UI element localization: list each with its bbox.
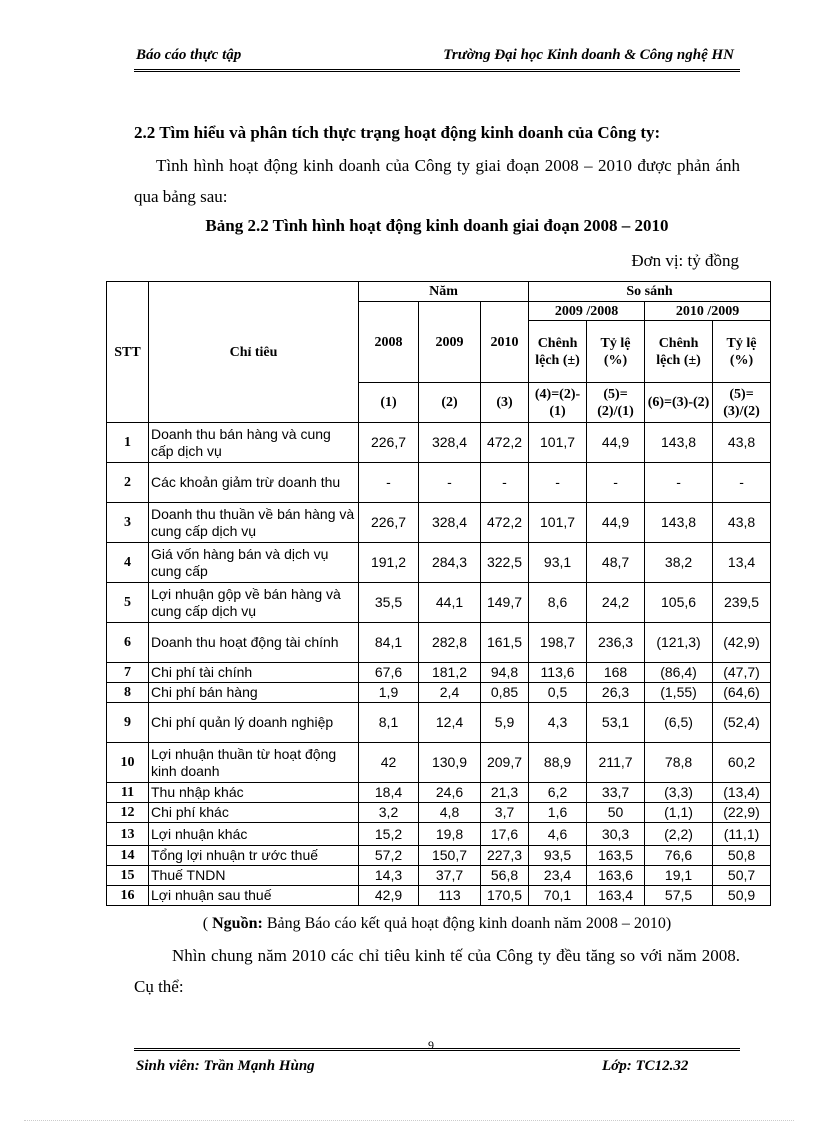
row-value: 2,4 [419, 683, 481, 703]
row-value: 93,1 [529, 543, 587, 583]
row-value: 0,85 [481, 683, 529, 703]
row-value: 143,8 [645, 503, 713, 543]
table-row [107, 663, 771, 683]
row-stt: 15 [107, 866, 149, 886]
page-footer [134, 1058, 740, 1080]
row-value: 328,4 [419, 503, 481, 543]
business-results-table [106, 281, 771, 906]
table-row [107, 583, 771, 623]
row-value: 44,9 [587, 423, 645, 463]
row-value: 18,4 [359, 783, 419, 803]
table-row [107, 543, 771, 583]
table-row [107, 803, 771, 823]
row-value: 130,9 [419, 743, 481, 783]
row-indicator: Thu nhập khác [149, 783, 359, 803]
row-value: 48,7 [587, 543, 645, 583]
row-value: 33,7 [587, 783, 645, 803]
row-value: 50,8 [713, 846, 771, 866]
footer-divider [134, 1048, 740, 1055]
row-indicator: Chi phí tài chính [149, 663, 359, 683]
row-value: 44,1 [419, 583, 481, 623]
row-indicator: Lợi nhuận sau thuế [149, 886, 359, 906]
table-row [107, 866, 771, 886]
row-value: 19,1 [645, 866, 713, 886]
row-value: 44,9 [587, 503, 645, 543]
row-value: 239,5 [713, 583, 771, 623]
row-value: 42 [359, 743, 419, 783]
row-value: 328,4 [419, 423, 481, 463]
row-value: - [713, 463, 771, 503]
header-col2: (2) [419, 383, 481, 423]
row-value: (1,55) [645, 683, 713, 703]
row-value: 35,5 [359, 583, 419, 623]
row-indicator: Thuế TNDN [149, 866, 359, 886]
header-university-name: Trường Đại học Kinh doanh & Công nghệ HN [443, 47, 734, 63]
row-value: 101,7 [529, 423, 587, 463]
row-value: 78,8 [645, 743, 713, 783]
table-row [107, 886, 771, 906]
header-col5: (5)=(2)/(1) [587, 383, 645, 423]
row-value: 42,9 [359, 886, 419, 906]
row-indicator: Doanh thu bán hàng và cung cấp dịch vụ [149, 423, 359, 463]
row-value: 70,1 [529, 886, 587, 906]
row-value: 6,2 [529, 783, 587, 803]
row-stt: 2 [107, 463, 149, 503]
row-value: 37,7 [419, 866, 481, 886]
row-value: 19,8 [419, 823, 481, 846]
row-stt: 9 [107, 703, 149, 743]
row-value: 163,6 [587, 866, 645, 886]
row-value: (3,3) [645, 783, 713, 803]
intro-paragraph: Tình hình hoạt động kinh doanh của Công ty giai đoạn 2008 – 2010 được phản ánh qua bảng sau: [134, 156, 740, 206]
row-stt: 1 [107, 423, 149, 463]
row-value: 105,6 [645, 583, 713, 623]
row-value: 8,1 [359, 703, 419, 743]
row-value: 26,3 [587, 683, 645, 703]
row-value: 3,2 [359, 803, 419, 823]
footer-class: Lớp: TC12.32 [602, 1058, 689, 1074]
header-compare-2010-2009: 2010 /2009 [645, 302, 771, 321]
footer-student-name: Sinh viên: Trần Mạnh Hùng [136, 1058, 315, 1074]
table-row [107, 463, 771, 503]
row-value: 67,6 [359, 663, 419, 683]
table-row [107, 683, 771, 703]
row-value: 38,2 [645, 543, 713, 583]
row-value: 209,7 [481, 743, 529, 783]
row-value: 84,1 [359, 623, 419, 663]
source-prefix: ( [202, 915, 213, 932]
row-value: 15,2 [359, 823, 419, 846]
row-value: 113,6 [529, 663, 587, 683]
row-indicator: Giá vốn hàng bán và dịch vụ cung cấp [149, 543, 359, 583]
header-year-group: Năm [359, 282, 529, 302]
row-value: 1,6 [529, 803, 587, 823]
header-indicator: Chỉ tiêu [149, 282, 359, 423]
row-value: 170,5 [481, 886, 529, 906]
row-value: 322,5 [481, 543, 529, 583]
table-caption: Bảng 2.2 Tình hình hoạt động kinh doanh giai đoạn 2008 – 2010 [205, 216, 669, 235]
row-indicator: Chi phí khác [149, 803, 359, 823]
row-value: 143,8 [645, 423, 713, 463]
row-value: 198,7 [529, 623, 587, 663]
row-value: 472,2 [481, 423, 529, 463]
row-indicator: Doanh thu thuần về bán hàng và cung cấp dịch vụ [149, 503, 359, 543]
header-col3: (3) [481, 383, 529, 423]
table-row [107, 783, 771, 803]
row-value: 0,5 [529, 683, 587, 703]
row-value: 181,2 [419, 663, 481, 683]
row-value: 191,2 [359, 543, 419, 583]
row-value: (42,9) [713, 623, 771, 663]
row-stt: 4 [107, 543, 149, 583]
row-value: (86,4) [645, 663, 713, 683]
row-value: - [529, 463, 587, 503]
header-report-title: Báo cáo thực tập [136, 47, 242, 63]
row-indicator: Lợi nhuận gộp về bán hàng và cung cấp dịch vụ [149, 583, 359, 623]
row-value: 5,9 [481, 703, 529, 743]
row-value: 14,3 [359, 866, 419, 886]
page-number: 9 [428, 1038, 434, 1052]
row-indicator: Lợi nhuận thuần từ hoạt động kinh doanh [149, 743, 359, 783]
conclusion-paragraph: Nhìn chung năm 2010 các chỉ tiêu kinh tế của Công ty đều tăng so với năm 2008. Cụ thể: [134, 946, 740, 996]
row-value: 50 [587, 803, 645, 823]
row-value: 88,9 [529, 743, 587, 783]
row-value: 101,7 [529, 503, 587, 543]
row-value: - [645, 463, 713, 503]
header-compare-2009-2008: 2009 /2008 [529, 302, 645, 321]
source-text: Bảng Báo cáo kết quả hoạt động kinh doanh năm 2008 – 2010) [262, 915, 672, 932]
header-2010: 2010 [481, 302, 529, 383]
table-row [107, 846, 771, 866]
row-indicator: Chi phí bán hàng [149, 683, 359, 703]
header-compare-group: So sánh [529, 282, 771, 302]
row-value: - [587, 463, 645, 503]
row-value: (52,4) [713, 703, 771, 743]
row-stt: 8 [107, 683, 149, 703]
row-indicator: Lợi nhuận khác [149, 823, 359, 846]
table-row [107, 423, 771, 463]
table-row [107, 503, 771, 543]
row-value: 24,2 [587, 583, 645, 623]
header-col1: (1) [359, 383, 419, 423]
row-value: 226,7 [359, 423, 419, 463]
header-col6: (6)=(3)-(2) [645, 383, 713, 423]
row-value: 57,5 [645, 886, 713, 906]
row-stt: 14 [107, 846, 149, 866]
table-row [107, 703, 771, 743]
row-value: 163,4 [587, 886, 645, 906]
row-value: 3,7 [481, 803, 529, 823]
row-stt: 13 [107, 823, 149, 846]
row-value: 8,6 [529, 583, 587, 623]
row-value: 149,7 [481, 583, 529, 623]
table-row [107, 623, 771, 663]
row-indicator: Doanh thu hoạt động tài chính [149, 623, 359, 663]
row-value: 21,3 [481, 783, 529, 803]
row-value: (64,6) [713, 683, 771, 703]
row-stt: 16 [107, 886, 149, 906]
row-value: - [481, 463, 529, 503]
header-stt: STT [107, 282, 149, 423]
page-bottom-divider [24, 1120, 794, 1121]
row-value: 43,8 [713, 423, 771, 463]
row-value: 57,2 [359, 846, 419, 866]
row-value: 284,3 [419, 543, 481, 583]
row-value: 53,1 [587, 703, 645, 743]
row-stt: 11 [107, 783, 149, 803]
header-ratio-1: Tỷ lệ (%) [587, 321, 645, 383]
row-value: 4,8 [419, 803, 481, 823]
row-value: 168 [587, 663, 645, 683]
row-value: 50,7 [713, 866, 771, 886]
row-value: (2,2) [645, 823, 713, 846]
row-value: 226,7 [359, 503, 419, 543]
row-indicator: Chi phí quản lý doanh nghiệp [149, 703, 359, 743]
header-2008: 2008 [359, 302, 419, 383]
table-row [107, 743, 771, 783]
row-value: 93,5 [529, 846, 587, 866]
section-title: 2.2 Tìm hiểu và phân tích thực trạng hoạt động kinh doanh của Công ty: [134, 123, 661, 142]
unit-label: Đơn vị: tỷ đồng [631, 251, 739, 270]
row-value: 50,9 [713, 886, 771, 906]
header-ratio-2: Tỷ lệ (%) [713, 321, 771, 383]
row-value: 472,2 [481, 503, 529, 543]
row-value: 4,3 [529, 703, 587, 743]
source-note [134, 915, 740, 933]
header-diff-1: Chênh lệch (±) [529, 321, 587, 383]
row-value: - [419, 463, 481, 503]
row-value: 30,3 [587, 823, 645, 846]
row-stt: 12 [107, 803, 149, 823]
row-value: 17,6 [481, 823, 529, 846]
row-value: (121,3) [645, 623, 713, 663]
row-value: 163,5 [587, 846, 645, 866]
row-value: 43,8 [713, 503, 771, 543]
row-stt: 6 [107, 623, 149, 663]
header-col4: (4)=(2)-(1) [529, 383, 587, 423]
row-value: 60,2 [713, 743, 771, 783]
row-value: 4,6 [529, 823, 587, 846]
row-value: 211,7 [587, 743, 645, 783]
row-value: 24,6 [419, 783, 481, 803]
row-value: 1,9 [359, 683, 419, 703]
row-value: 12,4 [419, 703, 481, 743]
table-row [107, 823, 771, 846]
row-value: (22,9) [713, 803, 771, 823]
source-label: Nguồn: [212, 915, 263, 932]
row-value: - [359, 463, 419, 503]
header-diff-2: Chênh lệch (±) [645, 321, 713, 383]
row-value: (11,1) [713, 823, 771, 846]
row-stt: 7 [107, 663, 149, 683]
row-value: 76,6 [645, 846, 713, 866]
row-value: 23,4 [529, 866, 587, 886]
row-stt: 10 [107, 743, 149, 783]
row-value: 282,8 [419, 623, 481, 663]
row-value: 113 [419, 886, 481, 906]
row-stt: 5 [107, 583, 149, 623]
row-value: 94,8 [481, 663, 529, 683]
row-value: 56,8 [481, 866, 529, 886]
row-value: (13,4) [713, 783, 771, 803]
row-value: 227,3 [481, 846, 529, 866]
row-value: (1,1) [645, 803, 713, 823]
table-body [107, 423, 771, 906]
header-2009: 2009 [419, 302, 481, 383]
page-header [134, 44, 740, 72]
header-col7: (5)=(3)/(2) [713, 383, 771, 423]
row-value: 236,3 [587, 623, 645, 663]
row-value: 150,7 [419, 846, 481, 866]
row-value: 13,4 [713, 543, 771, 583]
row-indicator: Tổng lợi nhuận tr ước thuế [149, 846, 359, 866]
row-value: (47,7) [713, 663, 771, 683]
row-indicator: Các khoản giảm trừ doanh thu [149, 463, 359, 503]
row-value: 161,5 [481, 623, 529, 663]
row-value: (6,5) [645, 703, 713, 743]
row-stt: 3 [107, 503, 149, 543]
